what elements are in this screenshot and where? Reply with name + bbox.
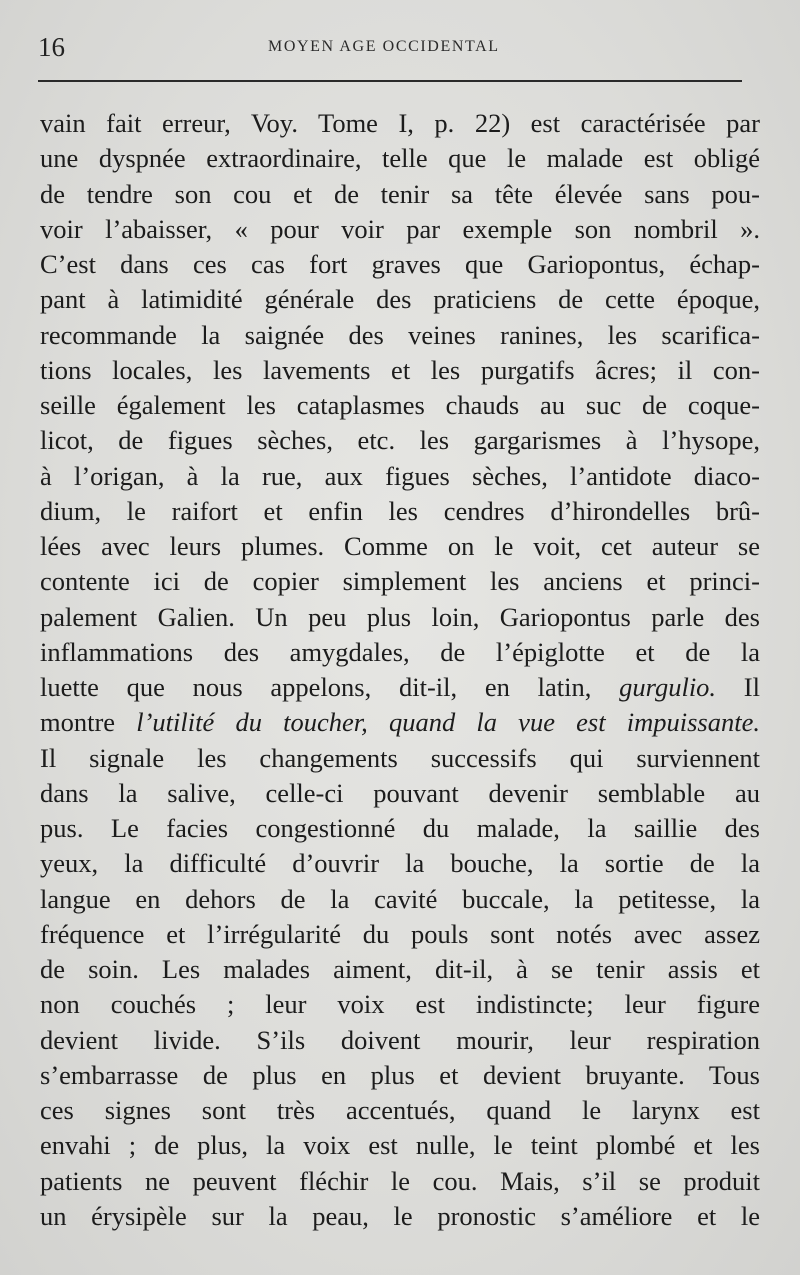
text-line: ces signes sont très accentués, quand le larynx est bbox=[40, 1095, 760, 1125]
page-header bbox=[38, 32, 758, 62]
text-line: pus. Le facies congestionné du malade, la saillie des bbox=[40, 813, 760, 843]
text-line: non couchés ; leur voix est indistincte; leur figure bbox=[40, 989, 760, 1020]
text-line: une dyspnée extraordinaire, telle que le malade est obligé bbox=[40, 143, 760, 174]
text-line: dans la salive, celle-ci pouvant devenir semblable au bbox=[40, 777, 760, 808]
text-italic: gurgulio. bbox=[619, 672, 717, 702]
text-line: de soin. Les malades aiment, dit-il, à se tenir assis et bbox=[40, 954, 760, 984]
text-line: langue en dehors de la cavité buccale, la petitesse, la bbox=[40, 883, 760, 914]
text-line: seille également les cataplasmes chauds au suc de coque- bbox=[40, 390, 760, 420]
running-head: MOYEN AGE OCCIDENTAL bbox=[268, 38, 500, 55]
text-roman: montre bbox=[40, 707, 137, 738]
text-line: inflammations des amygdales, de l’épiglotte et de la bbox=[40, 636, 760, 667]
text-roman: Il bbox=[716, 672, 760, 702]
text-line-mixed bbox=[40, 670, 760, 705]
text-line: tions locales, les lavements et les purgatifs âcres; il con- bbox=[40, 354, 760, 385]
text-line: palement Galien. Un peu plus loin, Gariopontus parle des bbox=[40, 601, 760, 632]
text-line: envahi ; de plus, la voix est nulle, le teint plombé et les bbox=[40, 1130, 760, 1161]
text-italic: l’utilité du toucher, quand la vue est impuissante. bbox=[136, 707, 760, 738]
text-line: contente ici de copier simplement les anciens et princi- bbox=[40, 566, 760, 597]
text-line: de tendre son cou et de tenir sa tête élevée sans pou- bbox=[40, 178, 760, 209]
text-line: s’embarrasse de plus en plus et devient bruyante. Tous bbox=[40, 1059, 760, 1090]
text-line-mixed bbox=[40, 705, 760, 740]
text-line: lées avec leurs plumes. Comme on le voit, cet auteur se bbox=[40, 531, 760, 561]
text-line: Il signale les changements successifs qui surviennent bbox=[40, 742, 760, 773]
text-line: licot, de figues sèches, etc. les gargarismes à l’hysope, bbox=[40, 425, 760, 456]
text-line: patients ne peuvent fléchir le cou. Mais, s’il se produit bbox=[40, 1165, 760, 1196]
text-line: C’est dans ces cas fort graves que Gariopontus, échap- bbox=[40, 249, 760, 279]
text-roman: luette que nous appelons, dit-il, en latin, bbox=[40, 672, 620, 702]
text-line: devient livide. S’ils doivent mourir, leur respiration bbox=[40, 1024, 760, 1055]
body-text bbox=[40, 106, 760, 1234]
text-line: dium, le raifort et enfin les cendres d’hirondelles brû- bbox=[40, 495, 760, 526]
text-line: voir l’abaisser, « pour voir par exemple son nombril ». bbox=[40, 213, 760, 244]
text-line: un érysipèle sur la peau, le pronostic s’améliore et le bbox=[40, 1200, 760, 1231]
text-line: recommande la saignée des veines ranines, les scarifica- bbox=[40, 319, 760, 350]
text-line: yeux, la difficulté d’ouvrir la bouche, la sortie de la bbox=[40, 848, 760, 879]
text-line: pant à latimidité générale des praticiens de cette époque, bbox=[40, 284, 760, 315]
text-line: vain fait erreur, Voy. Tome I, p. 22) est caractérisée par bbox=[40, 108, 760, 138]
header-rule bbox=[38, 80, 742, 82]
text-line: à l’origan, à la rue, aux figues sèches, l’antidote diaco- bbox=[40, 460, 760, 491]
page-number: 16 bbox=[38, 32, 65, 62]
text-line: fréquence et l’irrégularité du pouls sont notés avec assez bbox=[40, 918, 760, 949]
